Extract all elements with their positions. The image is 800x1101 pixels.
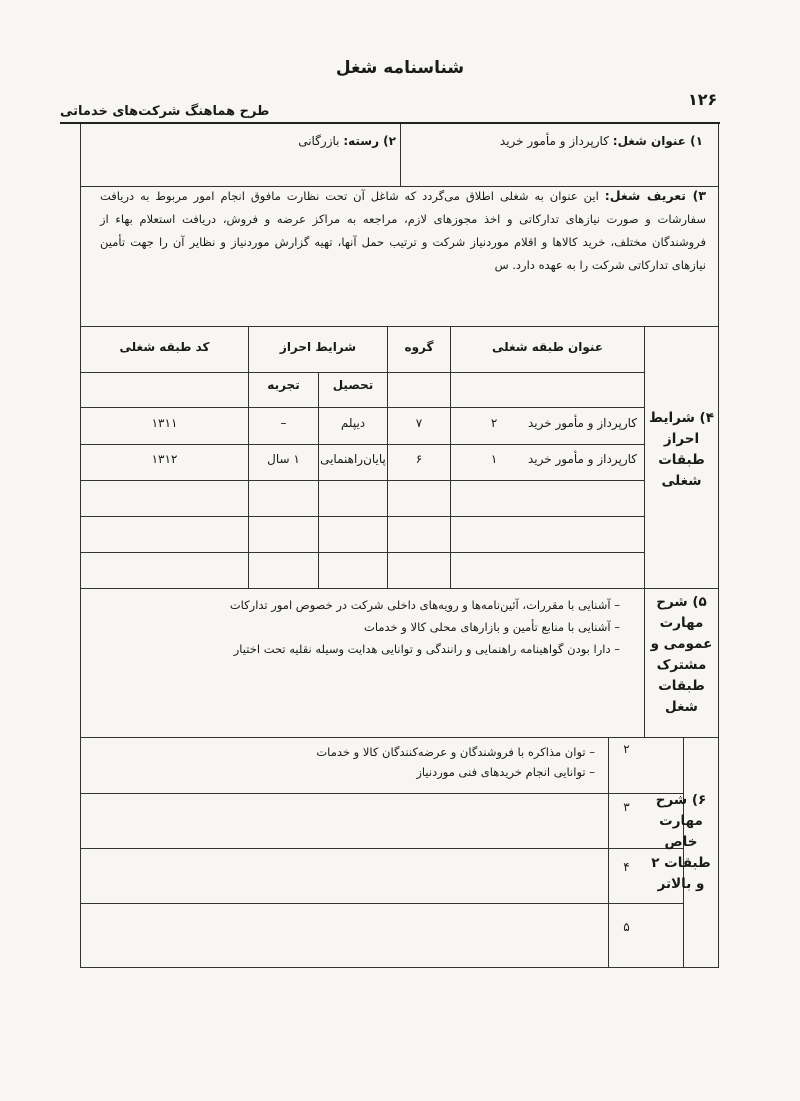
- divider: [80, 444, 645, 445]
- side-label-line: شغل: [665, 699, 698, 715]
- side-label-line: خاص: [664, 834, 698, 850]
- page-title: شناسنامه شغل: [335, 58, 465, 78]
- list-item-text: آشنایی با مقررات، آئین‌نامه‌ها و رویه‌های داخلی شرکت در خصوص امور تدارکات: [229, 598, 611, 612]
- row-level: ۲: [490, 416, 498, 430]
- job-definition-label: ۳) تعریف شغل:: [604, 188, 706, 203]
- side-label-line: احراز: [663, 431, 700, 447]
- list-item-text: توانایی انجام خریدهای فنی موردنیاز: [416, 765, 586, 779]
- row-group: ۷: [415, 416, 423, 430]
- header-education: تحصیل: [332, 378, 374, 392]
- special-skill-row-number: ۳: [623, 800, 630, 814]
- table-border-left: [80, 124, 81, 968]
- side-label-line: ۴) شرایط: [649, 410, 714, 426]
- table-border-right: [718, 124, 719, 968]
- header-qualification-conditions: شرایط احراز: [279, 340, 357, 354]
- divider: [80, 848, 684, 849]
- table-row: [451, 452, 637, 466]
- list-item-text: توان مذاکره با فروشندگان و عرضه‌کنندگان کالا و خدمات: [316, 745, 586, 759]
- side-label-line: مهارت: [659, 813, 703, 829]
- list-item-text: آشنایی با منابع تأمین و بازارهای محلی کالا و خدمات: [364, 620, 611, 634]
- general-skills-list: [230, 598, 620, 664]
- side-label-line: طبقات ۲: [651, 855, 711, 871]
- category-field: [298, 134, 396, 148]
- job-title-field: [500, 134, 703, 148]
- row-code: ۱۳۱۲: [151, 452, 178, 466]
- side-label-line: و بالاتر: [657, 876, 705, 892]
- row-job-title: کارپرداز و مأمور خرید: [527, 416, 637, 430]
- divider: [80, 552, 645, 553]
- row-level: ۱: [490, 452, 498, 466]
- header-job-class-code: کد طبقه شغلی: [119, 340, 210, 354]
- qualification-side-label: [645, 408, 718, 492]
- header-job-class-title: عنوان طبقه شغلی: [491, 340, 604, 354]
- divider: [80, 737, 719, 738]
- special-skill-row-number: ۵: [623, 920, 630, 934]
- job-definition: [100, 184, 706, 277]
- divider: [80, 516, 645, 517]
- divider: [80, 480, 645, 481]
- side-label-line: طبقات: [658, 452, 705, 468]
- side-label-line: طبقات: [658, 678, 705, 694]
- side-label-line: شغلی: [661, 473, 702, 489]
- divider: [80, 793, 684, 794]
- divider: [80, 903, 684, 904]
- side-label-line: مشترک: [656, 657, 707, 673]
- special-skill-row-number: ۴: [623, 860, 630, 874]
- table-border-bottom: [80, 967, 719, 968]
- job-definition-text: این عنوان به شغلی اطلاق می‌گردد که شاغل آن تحت نظارت مافوق انجام امور مربوط به دریافت سفارشات و صورت نیازهای تدارکاتی و اخذ مجوزهای لازم، مراجعه به مراکز عرضه و فروش، دریافت استعلام بهاء از فروشندگان مختلف، خرید کالاها و اقلام موردنیاز شرکت و ترتیب حمل آنها، تهیه گزارش موردنیاز و نظایر آن را جهت تأمین نیازهای تدارکاتی شرکت را به عهده دارد. س: [100, 189, 706, 272]
- table-row: [451, 416, 637, 430]
- header-rule: [60, 122, 720, 124]
- row-job-title: کارپرداز و مأمور خرید: [527, 452, 637, 466]
- list-item: – دارا بودن گواهینامه راهنمایی و رانندگی و توانایی هدایت وسیله نقلیه تحت اختیار: [233, 642, 620, 656]
- divider: [400, 124, 401, 186]
- special-skill-row-number: ۲: [623, 742, 630, 756]
- list-item-text: دارا بودن گواهینامه راهنمایی و رانندگی و توانایی هدایت وسیله نقلیه تحت اختیار: [233, 642, 611, 656]
- job-title-value: کارپرداز و مأمور خرید: [499, 134, 609, 148]
- row-code: ۱۳۱۱: [151, 416, 178, 430]
- list-item: – توان مذاکره با فروشندگان و عرضه‌کنندگان کالا و خدمات: [316, 745, 595, 759]
- header-experience: تجربه: [267, 378, 300, 392]
- category-value: بازرگانی: [298, 134, 340, 148]
- list-item: – آشنایی با مقررات، آئین‌نامه‌ها و رویه‌های داخلی شرکت در خصوص امور تدارکات: [229, 598, 620, 612]
- header-group: گروه: [404, 340, 434, 354]
- list-item: – توانایی انجام خریدهای فنی موردنیاز: [416, 765, 595, 779]
- divider: [80, 326, 719, 327]
- category-label: ۲) رسته:: [343, 134, 396, 148]
- list-item: – آشنایی با منابع تأمین و بازارهای محلی کالا و خدمات: [364, 620, 620, 634]
- document-subtitle: طرح هماهنگ شرکت‌های خدماتی: [60, 104, 270, 119]
- general-skills-side-label: [645, 592, 718, 718]
- divider: [318, 372, 319, 589]
- side-label-line: ۵) شرح: [656, 594, 707, 610]
- row-experience: –: [280, 416, 287, 430]
- row-education: دیپلم: [340, 416, 366, 430]
- divider: [80, 407, 645, 408]
- special-skills-side-label: [644, 790, 718, 895]
- special-skills-list: [316, 745, 595, 785]
- side-label-line: عمومی و: [650, 636, 713, 652]
- row-experience: ۱ سال: [267, 452, 300, 466]
- divider: [80, 588, 719, 589]
- side-label-line: ۶) شرح: [655, 792, 707, 808]
- page-number: ۱۲۶: [688, 90, 718, 109]
- job-title-label: ۱) عنوان شغل:: [612, 134, 703, 148]
- side-label-line: مهارت: [659, 615, 704, 631]
- row-education: پایان‌راهنمایی: [320, 452, 386, 466]
- divider: [80, 372, 645, 373]
- row-group: ۶: [415, 452, 423, 466]
